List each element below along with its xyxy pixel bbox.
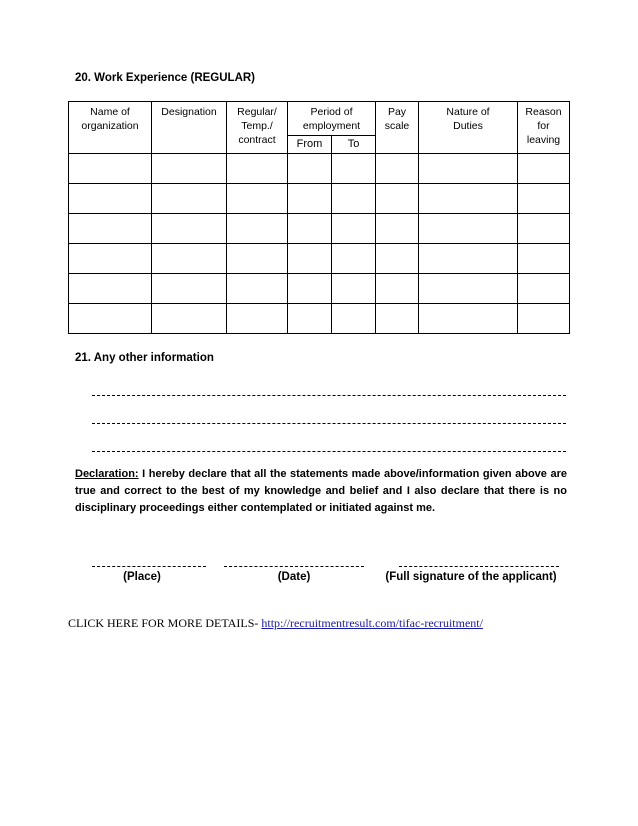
table-cell[interactable] <box>376 154 419 184</box>
table-cell[interactable] <box>332 274 376 304</box>
other-info-title: 21. Any other information <box>75 352 214 364</box>
table-cell[interactable] <box>332 214 376 244</box>
table-cell[interactable] <box>518 274 570 304</box>
table-cell[interactable] <box>332 184 376 214</box>
header-reason-line2: for <box>537 120 550 132</box>
table-cell[interactable] <box>376 184 419 214</box>
table-cell[interactable] <box>376 274 419 304</box>
header-period-line1: Period of <box>310 106 353 118</box>
declaration-label: Declaration: <box>75 468 139 480</box>
header-pay-line1: Pay <box>387 106 407 118</box>
table-cell[interactable] <box>227 304 288 334</box>
header-designation <box>152 102 227 154</box>
table-cell[interactable] <box>376 214 419 244</box>
table-row <box>69 274 570 304</box>
table-cell[interactable] <box>69 184 152 214</box>
header-org-line1: Name of <box>90 106 130 118</box>
header-regular <box>227 102 288 154</box>
table-cell[interactable] <box>152 214 227 244</box>
table-row <box>69 154 570 184</box>
work-experience-table <box>68 101 570 334</box>
table-row <box>69 184 570 214</box>
declaration-text: I hereby declare that all the statements made above/information given above are true and correct to the best of my knowledge and belief and I also declare that there is no disciplinary proceedings either contemplated or initiated against me. <box>75 468 567 514</box>
table-cell[interactable] <box>227 154 288 184</box>
table-cell[interactable] <box>227 214 288 244</box>
other-info-line-3[interactable] <box>92 451 566 452</box>
table-cell[interactable] <box>518 304 570 334</box>
place-line[interactable] <box>92 566 206 567</box>
header-period-line2: employment <box>302 120 361 132</box>
footer-prefix: CLICK HERE FOR MORE DETAILS- <box>68 616 262 630</box>
table-cell[interactable] <box>376 244 419 274</box>
header-reason <box>518 102 570 154</box>
header-to: To <box>332 136 376 154</box>
header-org <box>69 102 152 154</box>
table-row <box>69 304 570 334</box>
table-cell[interactable] <box>419 304 518 334</box>
place-label: (Place) <box>123 571 161 583</box>
table-cell[interactable] <box>518 154 570 184</box>
table-cell[interactable] <box>288 184 332 214</box>
header-designation-text: Designation <box>161 106 217 118</box>
header-duties-line1: Nature of <box>446 106 490 118</box>
table-cell[interactable] <box>69 154 152 184</box>
details-link[interactable]: http://recruitmentresult.com/tifac-recruitment/ <box>261 616 483 630</box>
table-cell[interactable] <box>419 184 518 214</box>
signature-line[interactable] <box>399 566 559 567</box>
declaration <box>75 466 567 517</box>
signature-label: (Full signature of the applicant) <box>385 571 557 583</box>
header-period <box>288 102 376 136</box>
table-cell[interactable] <box>518 214 570 244</box>
header-pay-line2: scale <box>384 120 410 132</box>
table-cell[interactable] <box>227 244 288 274</box>
header-regular-line2: Temp./ <box>241 120 273 132</box>
header-duties-line2: Duties <box>453 120 483 132</box>
table-cell[interactable] <box>152 154 227 184</box>
table-cell[interactable] <box>152 184 227 214</box>
table-row <box>69 214 570 244</box>
table-cell[interactable] <box>288 214 332 244</box>
table-cell[interactable] <box>152 274 227 304</box>
table-cell[interactable] <box>227 184 288 214</box>
table-cell[interactable] <box>419 154 518 184</box>
header-pay <box>376 102 419 154</box>
table-row <box>69 244 570 274</box>
header-from: From <box>288 136 332 154</box>
header-regular-line1: Regular/ <box>237 106 277 118</box>
table-cell[interactable] <box>69 304 152 334</box>
table-cell[interactable] <box>288 244 332 274</box>
table-cell[interactable] <box>288 304 332 334</box>
date-line[interactable] <box>224 566 364 567</box>
table-cell[interactable] <box>288 274 332 304</box>
table-cell[interactable] <box>419 274 518 304</box>
date-label: (Date) <box>277 571 311 583</box>
table-cell[interactable] <box>227 274 288 304</box>
table-cell[interactable] <box>288 154 332 184</box>
table-cell[interactable] <box>69 244 152 274</box>
table-cell[interactable] <box>518 184 570 214</box>
other-info-line-1[interactable] <box>92 395 566 396</box>
work-experience-title: 20. Work Experience (REGULAR) <box>75 72 256 84</box>
header-reason-line1: Reason <box>525 106 562 118</box>
footer <box>68 616 483 631</box>
other-info-line-2[interactable] <box>92 423 566 424</box>
table-cell[interactable] <box>332 154 376 184</box>
header-org-line2: organization <box>81 120 139 132</box>
table-cell[interactable] <box>69 214 152 244</box>
header-regular-line3: contract <box>238 134 276 146</box>
header-reason-line3: leaving <box>526 134 561 146</box>
header-duties <box>419 102 518 154</box>
table-cell[interactable] <box>419 214 518 244</box>
table-cell[interactable] <box>152 244 227 274</box>
table-cell[interactable] <box>376 304 419 334</box>
table-cell[interactable] <box>332 304 376 334</box>
table-cell[interactable] <box>332 244 376 274</box>
table-cell[interactable] <box>69 274 152 304</box>
table-cell[interactable] <box>419 244 518 274</box>
table-cell[interactable] <box>152 304 227 334</box>
table-cell[interactable] <box>518 244 570 274</box>
